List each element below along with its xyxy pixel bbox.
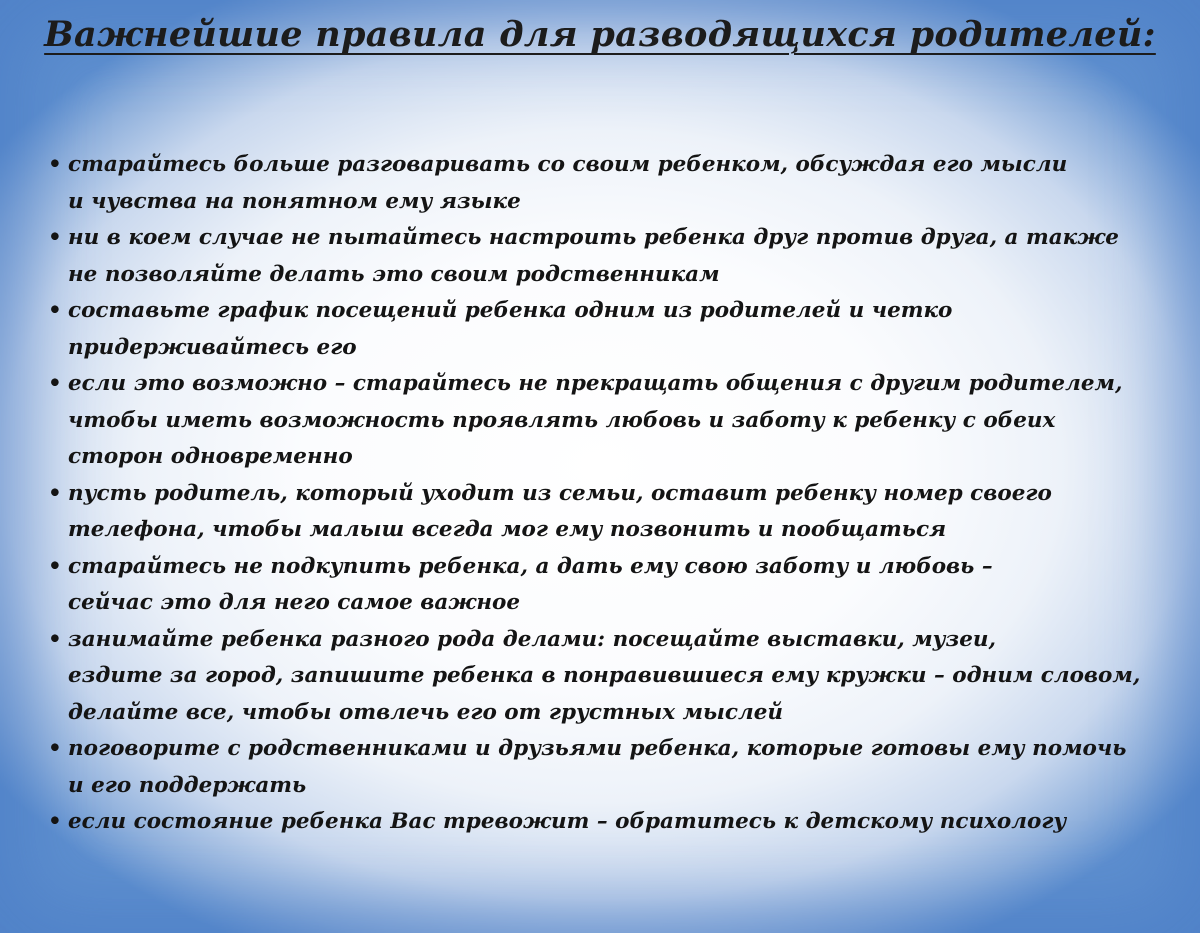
rule-item bbox=[48, 622, 1173, 732]
rule-text-line: придерживайтесь его bbox=[68, 334, 357, 360]
rule-item bbox=[48, 476, 1173, 549]
bullet-icon: • bbox=[48, 480, 62, 506]
rule-text-line: ездите за город, запишите ребенка в понравившиеся ему кружки – одним словом, bbox=[68, 663, 1141, 688]
bullet-icon: • bbox=[48, 225, 62, 250]
bullet-icon: • bbox=[48, 553, 62, 579]
rule-text-line: старайтесь больше разговаривать со своим ребенком, обсуждая его мысли bbox=[68, 152, 1068, 177]
rule-text-line: делайте все, чтобы отвлечь его от грустных мыслей bbox=[68, 699, 784, 725]
rule-text-line: пусть родитель, который уходит из семьи, оставит ребенку номер своего bbox=[68, 480, 1052, 506]
page-title: Важнейшие правила для разводящихся родителей: bbox=[44, 14, 1156, 55]
bullet-icon: • bbox=[48, 152, 62, 177]
rule-text-line: телефона, чтобы малыш всегда мог ему позвонить и пообщаться bbox=[68, 517, 947, 542]
rule-item bbox=[48, 549, 1173, 622]
rule-text-line: и чувства на понятном ему языке bbox=[68, 188, 521, 214]
bullet-icon: • bbox=[48, 298, 62, 323]
rule-text-line: занимайте ребенка разного рода делами: посещайте выставки, музеи, bbox=[68, 626, 997, 652]
rule-item bbox=[48, 147, 1173, 220]
rule-item bbox=[48, 220, 1173, 293]
rule-text-line: сейчас это для него самое важное bbox=[68, 590, 521, 615]
rule-item bbox=[48, 293, 1173, 366]
rule-text-line: если состояние ребенка Вас тревожит – обратитесь к детскому психологу bbox=[68, 809, 1067, 834]
rule-text-line: составьте график посещений ребенка одним из родителей и четко bbox=[68, 298, 953, 323]
rule-item bbox=[48, 366, 1173, 476]
rule-text-line: чтобы иметь возможность проявлять любовь и заботу к ребенку с обеих bbox=[68, 407, 1056, 433]
rule-item bbox=[48, 804, 1173, 841]
bullet-icon: • bbox=[48, 371, 62, 396]
rule-text-line: сторон одновременно bbox=[68, 444, 353, 469]
bullet-icon: • bbox=[48, 626, 62, 652]
rule-text-line: поговорите с родственниками и друзьями ребенка, которые готовы ему помочь bbox=[68, 736, 1127, 761]
rule-item bbox=[48, 731, 1173, 804]
bullet-icon: • bbox=[48, 809, 62, 834]
rule-text-line: и его поддержать bbox=[68, 772, 307, 798]
rules-list bbox=[48, 147, 1173, 841]
rule-text-line: ни в коем случае не пытайтесь настроить ребенка друг против друга, а также bbox=[68, 225, 1119, 250]
bullet-icon: • bbox=[48, 736, 62, 761]
rule-text-line: если это возможно – старайтесь не прекращать общения с другим родителем, bbox=[68, 371, 1123, 396]
rule-text-line: старайтесь не подкупить ребенка, а дать ему свою заботу и любовь – bbox=[68, 553, 993, 579]
rule-text-line: не позволяйте делать это своим родственникам bbox=[68, 261, 720, 287]
